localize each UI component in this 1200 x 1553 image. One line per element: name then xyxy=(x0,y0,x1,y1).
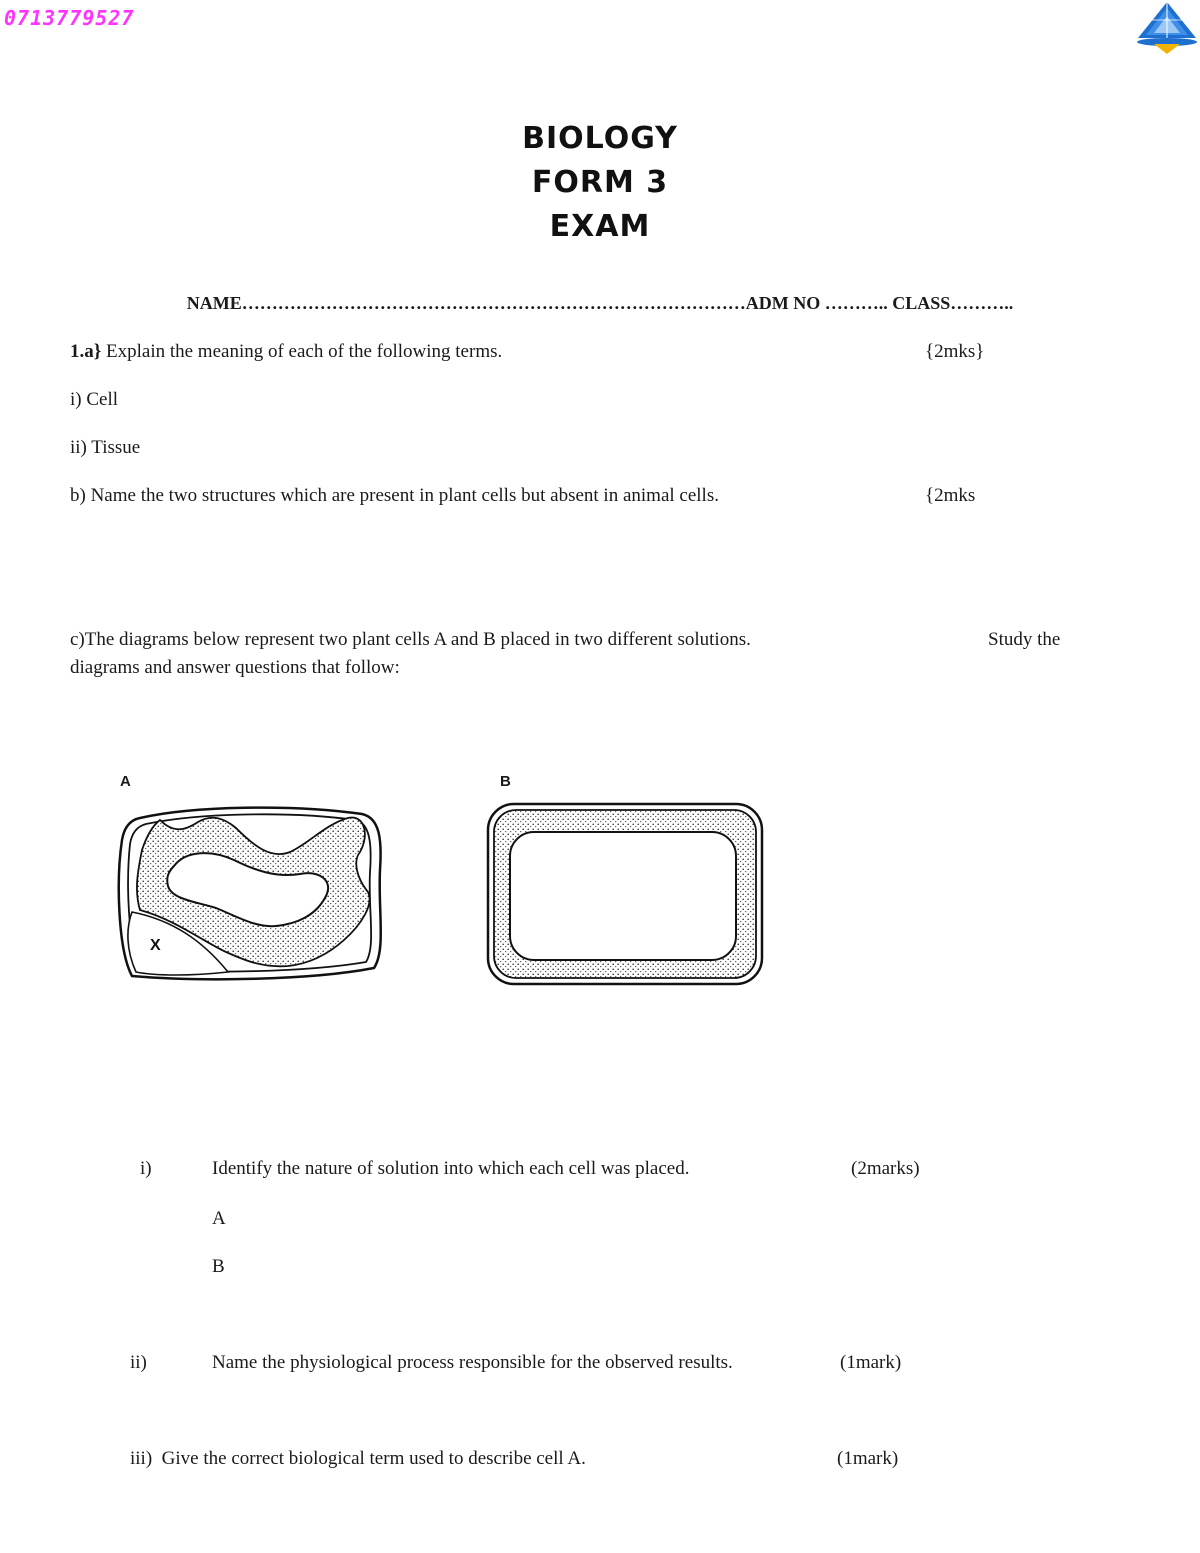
answer-label-b: B xyxy=(212,1256,225,1277)
subquestion-iii-text: Give the correct biological term used to describe cell A. xyxy=(161,1448,586,1469)
question-1a-ii: ii) Tissue xyxy=(70,437,141,458)
subquestion-iii-number: iii) xyxy=(130,1448,153,1469)
cell-a-x-label: X xyxy=(150,937,161,954)
cell-a-diagram xyxy=(112,800,392,985)
question-1c-line2: diagrams and answer questions that follow: xyxy=(70,657,400,678)
title-subject: BIOLOGY xyxy=(522,121,678,156)
question-1a-number: 1.a} xyxy=(70,341,102,362)
subquestion-i-number: i) xyxy=(140,1158,152,1179)
question-1c-line1-right: Study the xyxy=(988,629,1061,650)
subquestion-ii-number: ii) xyxy=(130,1352,147,1373)
student-details-line xyxy=(0,293,1200,314)
subquestion-ii-marks: (1mark) xyxy=(840,1352,902,1373)
class-field[interactable]: ……….. xyxy=(950,293,1014,313)
cell-a-label: A xyxy=(120,773,131,790)
subquestion-ii-text: Name the physiological process responsible for the observed results. xyxy=(212,1352,733,1373)
pyramid-logo-icon xyxy=(1134,2,1200,56)
question-1a xyxy=(70,341,502,363)
subquestion-iii-marks: (1mark) xyxy=(837,1448,899,1469)
question-1a-marks: {2mks} xyxy=(925,341,985,362)
cell-b-label: B xyxy=(500,773,511,790)
subquestion-i-marks: (2marks) xyxy=(851,1158,920,1179)
title-exam: EXAM xyxy=(549,209,651,244)
question-1c-line1: c)The diagrams below represent two plant cells A and B placed in two different solutions. xyxy=(70,629,751,650)
subquestion-iii xyxy=(130,1448,586,1470)
title-form: FORM 3 xyxy=(531,165,669,200)
question-1a-text: Explain the meaning of each of the following terms. xyxy=(101,341,503,362)
adm-label: ADM NO xyxy=(745,293,821,313)
answer-label-a: A xyxy=(212,1208,226,1229)
question-1b-marks: {2mks xyxy=(925,485,976,506)
phone-number: 0713779527 xyxy=(4,6,135,30)
subquestion-i-text: Identify the nature of solution into which each cell was placed. xyxy=(212,1158,690,1179)
question-1b: b) Name the two structures which are present in plant cells but absent in animal cells. xyxy=(70,485,719,506)
class-label: CLASS xyxy=(892,293,951,313)
name-label: NAME xyxy=(186,293,242,313)
cell-b-diagram xyxy=(482,798,772,993)
adm-field[interactable]: ……….. xyxy=(824,293,888,313)
question-1a-i: i) Cell xyxy=(70,389,119,410)
name-field[interactable]: ………………………………………………………………………… xyxy=(241,293,746,313)
